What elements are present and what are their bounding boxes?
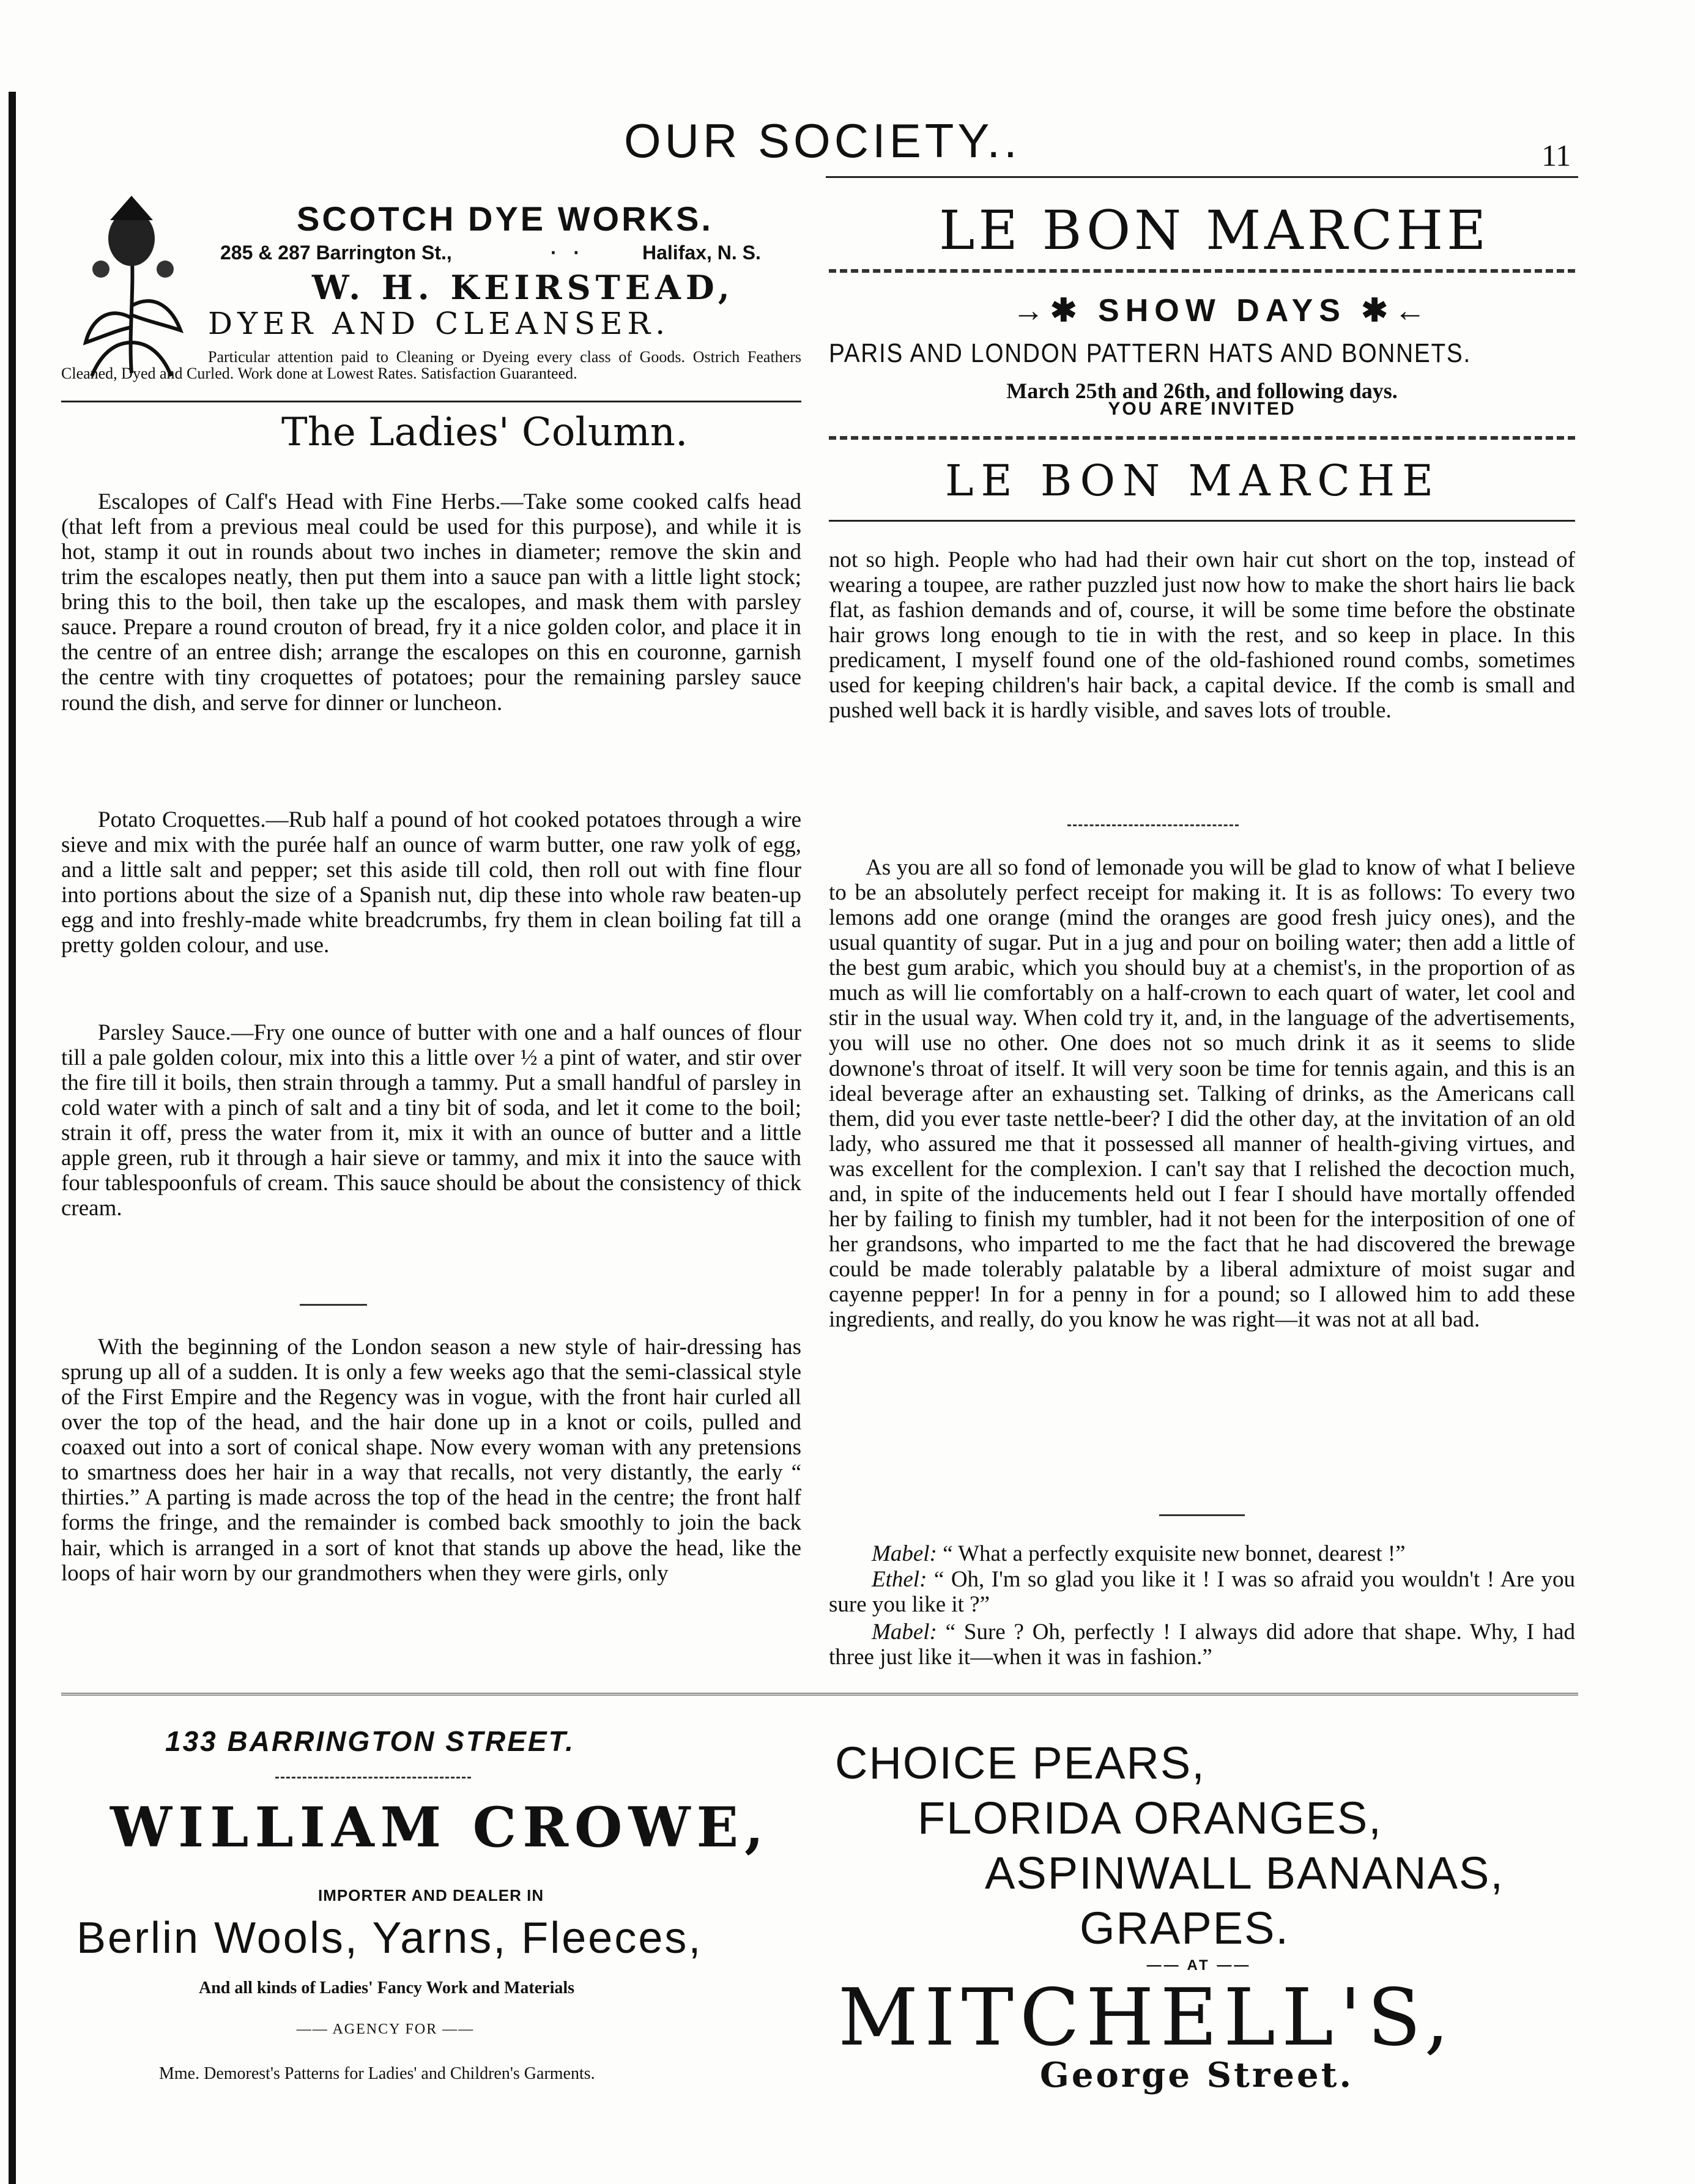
crowe-agency-label: AGENCY FOR	[332, 2021, 438, 2037]
scotch-title: SCOTCH DYE WORKS.	[297, 199, 713, 238]
speaker-ethel: Ethel:	[872, 1567, 927, 1592]
page-number: 11	[1541, 138, 1571, 172]
running-title: OUR SOCIETY..	[624, 114, 1021, 168]
left-margin-bar	[9, 92, 16, 2184]
crowe-name: WILLIAM CROWE,	[110, 1795, 770, 1860]
scotch-address: 285 & 287 Barrington St.,	[220, 242, 452, 264]
separator-left	[300, 1304, 367, 1306]
dialogue-mabel-2	[829, 1619, 1575, 1670]
hairdressing-article: With the beginning of the London season a new style of hair-dressing has sprung up all of a sudden. It is only a few weeks ago that the semi-classical style of the First Empire and the Regency was in vogue, with the front hair curled all over the top of the head, and the hair done up in a knot or coils, pulled and coaxed out into a sort of conical shape. Now every woman with any pretensions to smartness does her hair in a way that recalls, not very distantly, the early “ thirties.” A parting is made across the top of the head in the centre; the front half forms the fringe, and the remainder is combed back smoothly to join the back hair, which is arranged in a sort of knot that stands up above the head, like the loops of hair worn by our grandmothers when they were girls, only	[61, 1334, 801, 1586]
separator-right-2	[1159, 1514, 1245, 1516]
header-rule	[826, 176, 1578, 178]
crowe-agency: —— AGENCY FOR ——	[296, 2021, 475, 2037]
bon-marche-dates: March 25th and 26th, and following days.	[1006, 379, 1398, 403]
scotch-dots: · ·	[551, 242, 580, 264]
scotch-trade: DYER AND CLEANSER.	[208, 306, 670, 341]
crowe-street: 133 BARRINGTON STREET.	[165, 1725, 576, 1757]
parsley-sauce-recipe: Parsley Sauce.—Fry one ounce of butter with one and a half ounces of flour till a pale golden colour, mix into this a little over ½ a pint of water, and stir over the fire till it boils, then strain through a tammy. Put a small handful of parsley in cold water with a pinch of salt and a tiny bit of soda, and let it come to the boil; strain it off, press the water from it, mix it with an ounce of butter and a little apple green, rub it through a hair sieve or tammy, and mix it into the sauce with four tablespoonfuls of cream. This sauce should be about the consistency of thick cream.	[61, 1020, 801, 1221]
scotch-bottom-rule	[61, 401, 801, 402]
dialogue-mabel-1	[829, 1541, 1575, 1566]
line-ethel: “ Oh, I'm so glad you like it ! I was so afraid you wouldn't ! Are you sure you like it ?”	[829, 1567, 1576, 1618]
show-days	[1012, 292, 1432, 329]
bon-marche-invited: YOU ARE INVITED	[1108, 399, 1296, 419]
line-mabel-2: “ Sure ? Oh, perfectly ! I always did adore that shape. Why, I had three just like it—when it was in fashion.”	[829, 1619, 1575, 1670]
scotch-city: Halifax, N. S.	[642, 242, 761, 264]
hairdressing-continued: not so high. People who had had their own hair cut short on the top, instead of wearing a toupee, are rather puzzled just now how to make the short hairs lie back flat, as fashion demands and of, course, it will be some time before the obstinate hair grows long enough to tie in with the rest, and so keep in place. In this predicament, I myself found one of the old-fashioned round combs, sometimes used for keeping children's hair back, a capital device. If the comb is small and pushed well back it is hardly visible, and saves lots of trouble.	[829, 547, 1575, 724]
mitchell-line-2: FLORIDA ORANGES,	[918, 1793, 1382, 1843]
speaker-mabel-2: Mabel:	[872, 1619, 937, 1645]
escalopes-recipe: Escalopes of Calf's Head with Fine Herbs.—Take some cooked calfs head (that left from a previous meal could be used for this purpose), and while it is hot, stamp it out in rounds about two inches in diameter; remove the skin and trim the escalopes neatly, then put them into a sauce pan with a little light stock; bring this to the boil, then take up the escalopes, and mask them with parsley sauce. Prepare a round crouton of bread, fry it a nice golden color, and place it in the centre of an entree dish; arrange the escalopes on this en couronne, garnish the centre with tiny croquettes of potatoes; pour the remaining parsley sauce round the dish, and serve for dinner or luncheon.	[61, 489, 801, 716]
show-days-label: SHOW DAYS	[1098, 293, 1346, 328]
ladies-column-title: The Ladies' Column.	[281, 410, 688, 455]
mitchell-line-4: GRAPES.	[1080, 1903, 1289, 1953]
star-ornament-icon: →✱	[1012, 293, 1099, 328]
mitchell-at-label: AT	[1187, 1957, 1211, 1974]
bottom-ads-rule	[61, 1693, 1578, 1695]
lemonade-article: As you are all so fond of lemonade you will be glad to know of what I believe to be an absolutely perfect receipt for making it. It is as follows: To every two lemons add one orange (mind the oranges are good fresh juicy ones), and the usual quantity of sugar. Put in a jug and pour on boiling water; then add a little of the best gum arabic, which you should buy at a chemist's, in the proportion of as much as will lie comfortably on a half-crown to each quart of water, let cool and stir in the usual way. When cold try it, and, in the language of the advertisements, you will use no other. One does not so much drink it as it seems to slide downone's throat of itself. It will very soon be time for tennis again, and this is an ideal beverage after an exhausting set. Talking of drinks, as the Americans call them, did you ever taste nettle-beer? I did the other day, at the invitation of an old lady, who assured me that it possessed all manner of health-giving virtues, and was excellent for the complexion. I can't say that I relished the decoction much, and, in spite of the inducements held out I fear I should have mortally offended her by failing to finish my tumbler, had it not been for the interposition of one of her grandsons, who imparted to me the fact that he had discovered the brewage could be made tolerably palatable by a liberal admixture of moist sugar and cayenne pepper! In for a penny in for a pound; so I allowed him to add these ingredients, and really, do you know he was right—it was not at all bad.	[829, 855, 1575, 1333]
bon-marche-rule-2	[829, 436, 1575, 440]
crowe-patterns: Mme. Demorest's Patterns for Ladies' and Children's Garments.	[159, 2064, 595, 2083]
speaker-mabel-1: Mabel:	[872, 1541, 937, 1566]
crowe-importer: IMPORTER AND DEALER IN	[318, 1886, 544, 1905]
potato-croquettes-recipe: Potato Croquettes.—Rub half a pound of hot cooked potatoes through a wire sieve and mix with the purée half an ounce of warm butter, one raw yolk of egg, and a little salt and pepper; set this aside till cold, then roll out with fine flour into portions about the size of a Spanish nut, dip these into whole raw beaten-up egg and into freshly-made white breadcrumbs, fry them in clean boiling fat till a pretty golden colour, and use.	[61, 807, 801, 958]
star-ornament-icon-right: ✱←	[1346, 293, 1432, 328]
bon-marche-title-bottom: LE BON MARCHE	[945, 456, 1441, 506]
scotch-notice: Particular attention paid to Cleaning or Dyeing every class of Goods. Ostrich Feathers Cleaned, Dyed and Curled. Work done at Lowest Rates. Satisfaction Guaranteed.	[61, 348, 801, 383]
crowe-fancy: And all kinds of Ladies' Fancy Work and Materials	[199, 1979, 575, 1997]
bon-marche-rule-1	[829, 269, 1575, 273]
mitchell-at: —— AT ——	[1146, 1957, 1252, 1974]
mitchell-street: George Street.	[1040, 2055, 1354, 2095]
scotch-proprietor: W. H. KEIRSTEAD,	[312, 268, 735, 307]
separator-right-1	[1067, 824, 1239, 826]
bon-marche-title-top: LE BON MARCHE	[939, 199, 1490, 262]
mitchell-line-1: CHOICE PEARS,	[835, 1738, 1206, 1788]
bon-marche-bottom-rule	[829, 520, 1575, 522]
mitchell-line-3: ASPINWALL BANANAS,	[985, 1848, 1504, 1898]
bon-marche-patterns: PARIS AND LONDON PATTERN HATS AND BONNETS.	[829, 338, 1471, 368]
crowe-rule-1	[275, 1777, 471, 1779]
mitchell-name: MITCHELL'S,	[838, 1972, 1455, 2064]
line-mabel-1: “ What a perfectly exquisite new bonnet, dearest !”	[943, 1541, 1406, 1566]
dialogue-ethel	[829, 1567, 1575, 1617]
crowe-goods: Berlin Wools, Yarns, Fleeces,	[76, 1914, 703, 1963]
